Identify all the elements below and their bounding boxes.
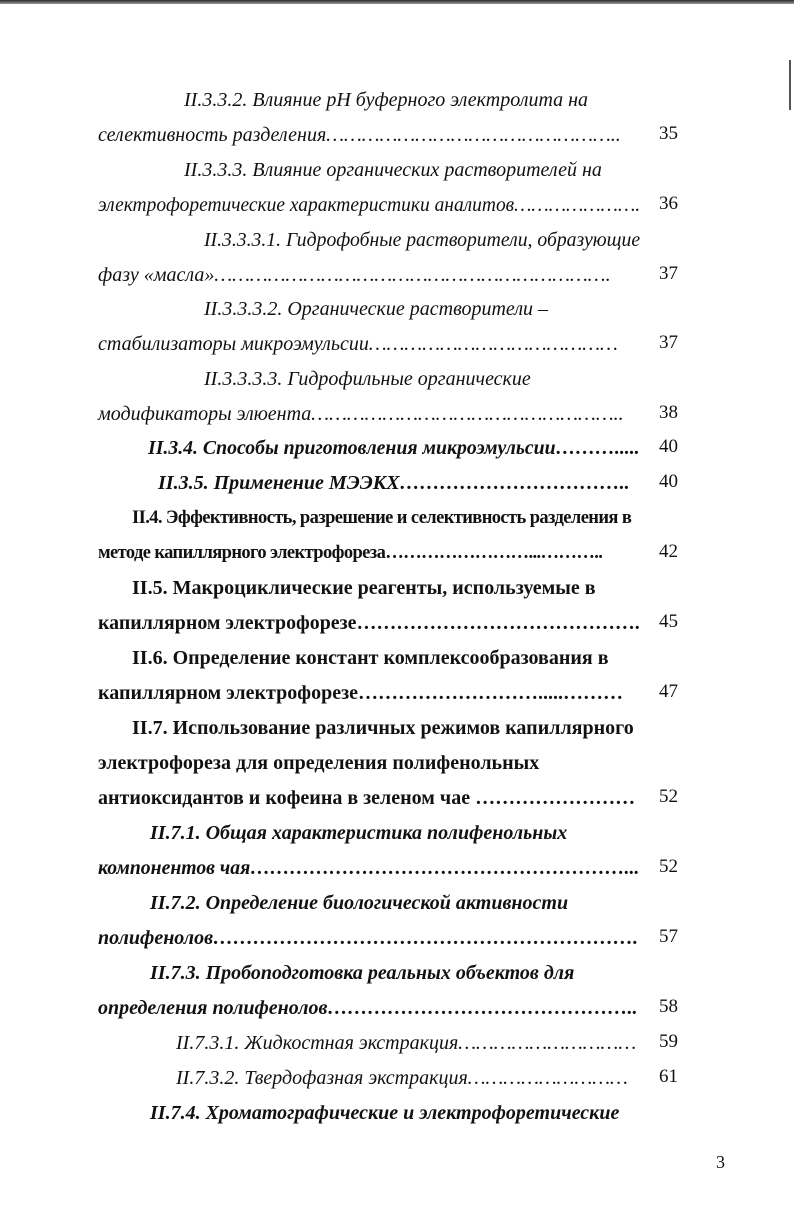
toc-entry-line: II.3.3.3. Влияние органических растворителей на [184, 159, 602, 181]
toc-entry-line: II.7.2. Определение биологической активности [150, 892, 569, 914]
toc-page-number: 52 [659, 856, 678, 877]
toc-page-number: 38 [659, 402, 678, 423]
toc-entry-line: II.3.5. Применение МЭЭКХ…………………………….. [158, 472, 630, 494]
toc-entry-line: II.3.3.3.3. Гидрофильные органические [204, 368, 531, 390]
toc-entry-line: II.7.3.1. Жидкостная экстракция………………………… [176, 1032, 637, 1054]
toc-page-number: 37 [659, 332, 678, 353]
toc-entry-line: модификаторы элюента…………………………………………….. [98, 403, 624, 425]
toc-entry-line: методе капиллярного электрофореза……………………...……….. [98, 543, 603, 563]
toc-page-number: 37 [659, 263, 678, 284]
toc-page-number: 61 [659, 1066, 678, 1087]
page-number: 3 [716, 1152, 725, 1172]
toc-entry-line: II.7.4. Хроматографические и электрофоретические [150, 1102, 620, 1124]
toc-entry-line: электрофоретические характеристики аналитов…………………. [98, 194, 641, 216]
toc-entry-line: капиллярном электрофорезе……………………….....……… [98, 682, 623, 704]
scan-edge-right [789, 60, 791, 110]
toc-entry-line: фазу «масла»…………………………………………………………. [98, 264, 611, 286]
toc-page-number: 40 [659, 436, 678, 457]
toc-page-number: 36 [659, 193, 678, 214]
toc-entry-line: II.5. Макроциклические реагенты, используемые в [132, 577, 596, 599]
toc-page-number: 59 [659, 1031, 678, 1052]
toc-entry-line: компонентов чая…………………………………………………... [98, 857, 640, 879]
toc-entry-line: II.4. Эффективность, разрешение и селективность разделения в [132, 508, 632, 528]
toc-entry-line: II.7.1. Общая характеристика полифенольных [150, 822, 568, 844]
toc-page-number: 47 [659, 681, 678, 702]
toc-entry-line: II.3.3.2. Влияние pH буферного электролита на [184, 89, 589, 111]
toc-page-number: 45 [659, 611, 678, 632]
toc-entry-line: II.3.4. Способы приготовления микроэмульсии………..... [148, 437, 640, 459]
toc-entry-line: II.7.3. Пробоподготовка реальных объектов для [150, 962, 575, 984]
toc-entry-line: II.7. Использование различных режимов капиллярного [132, 717, 634, 739]
toc-page-number: 42 [659, 541, 678, 562]
toc-entry-line: II.7.3.2. Твердофазная экстракция……………………… [176, 1067, 628, 1089]
toc-page-number: 35 [659, 123, 678, 144]
toc-entry-line: капиллярном электрофорезе……………………………………. [98, 612, 640, 634]
toc-entry-line: стабилизаторы микроэмульсии…………………………………… [98, 333, 618, 355]
toc-page-number: 58 [659, 996, 678, 1017]
toc-entry-line: полифенолов………………………………………………………. [98, 927, 639, 949]
toc-page-number: 40 [659, 471, 678, 492]
toc-entry-line: электрофореза для определения полифенольных [98, 752, 540, 774]
toc-page-number: 57 [659, 926, 678, 947]
toc-entry-line: II.6. Определение констант комплексообразования в [132, 647, 609, 669]
scan-edge-top [0, 0, 794, 4]
toc-page-number: 52 [659, 786, 678, 807]
toc-entry-line: II.3.3.3.2. Органические растворители – [204, 298, 549, 320]
toc-entry-line: селективность разделения………………………………………….. [98, 124, 621, 146]
toc-entry-line: определения полифенолов……………………………………….. [98, 997, 638, 1019]
toc-entry-line: антиоксидантов и кофеина в зеленом чае …………………… [98, 787, 636, 809]
toc-entry-line: II.3.3.3.1. Гидрофобные растворители, образующие [204, 229, 641, 251]
